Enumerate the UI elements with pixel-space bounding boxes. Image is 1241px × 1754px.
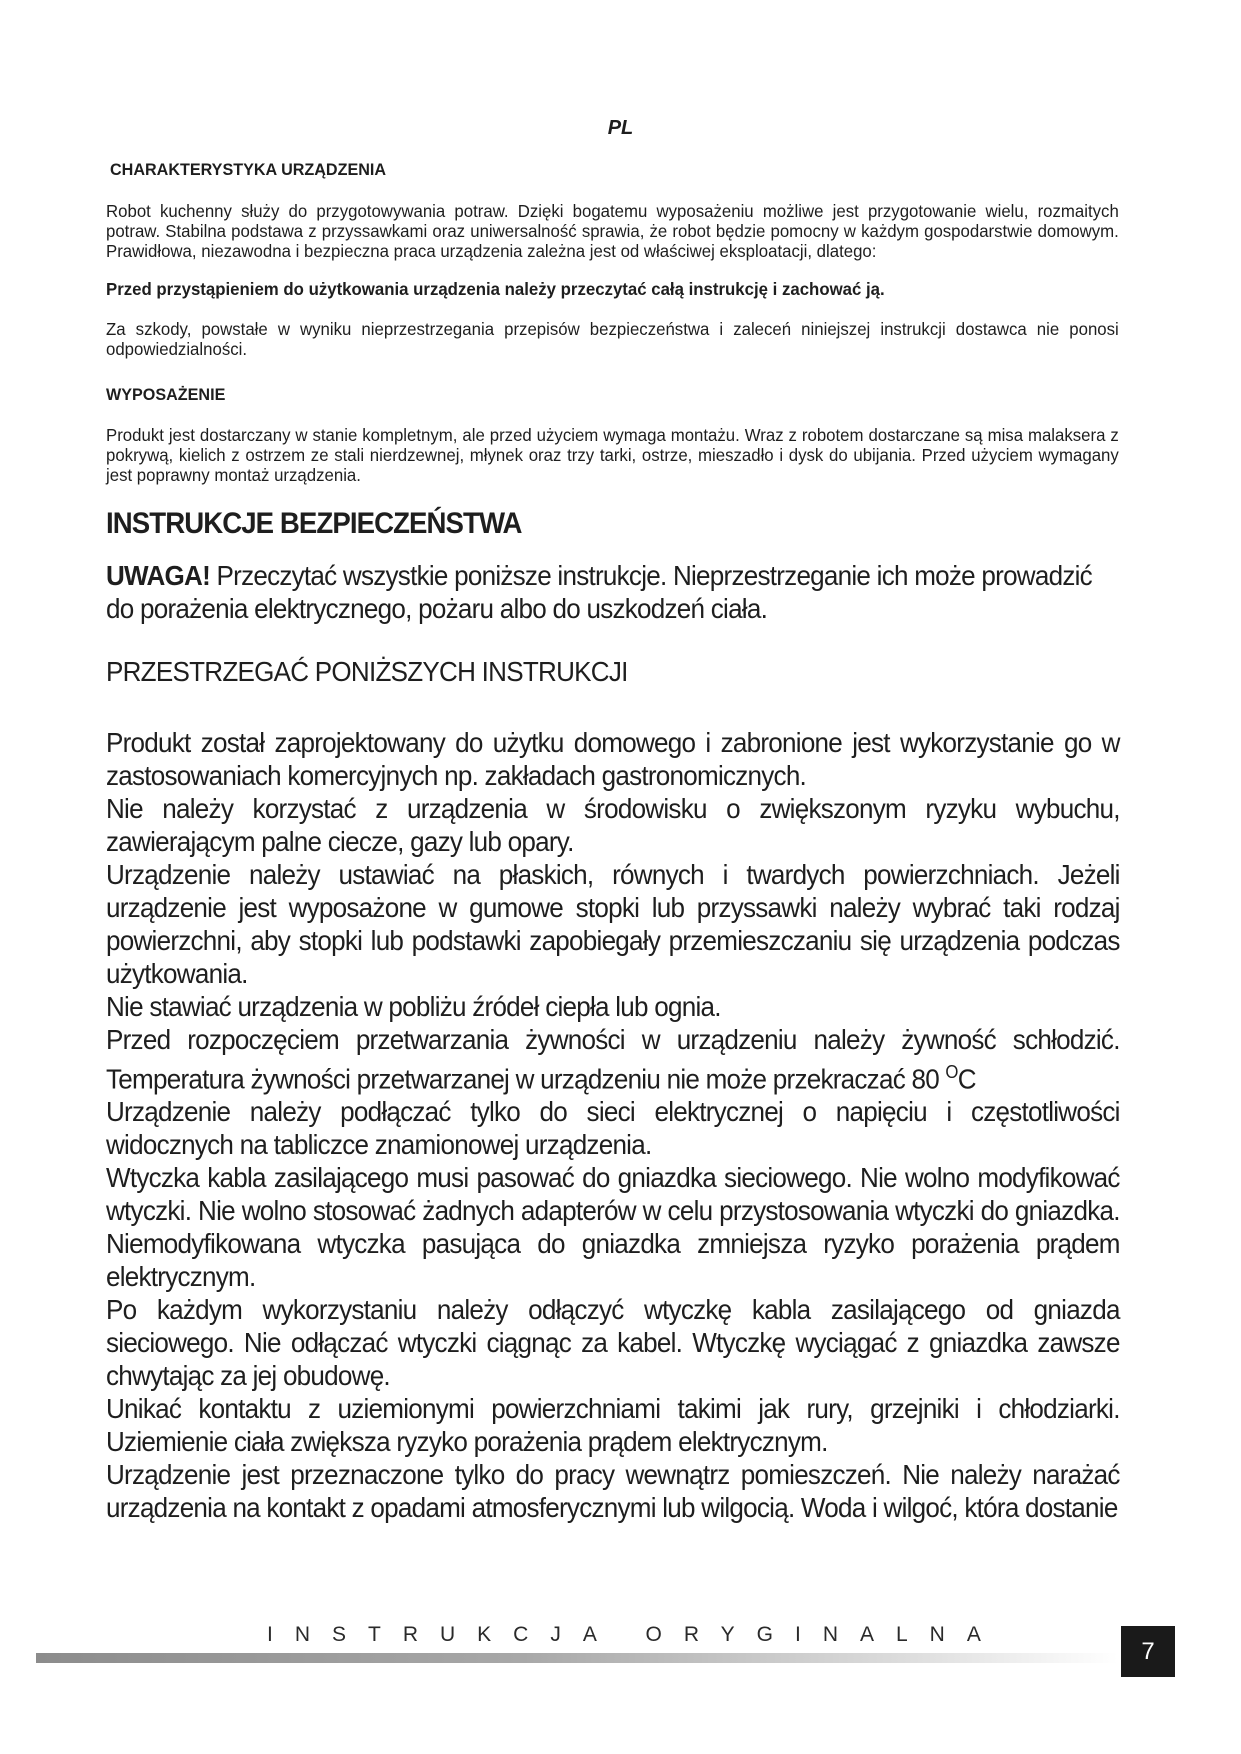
page-content [106,160,1129,1524]
safety-item-temperature [106,1023,1120,1095]
safety-subtitle: PRZESTRZEGAĆ PONIŻSZYCH INSTRUKCJI [106,656,628,687]
safety-item: Urządzenie należy podłączać tylko do sieci elektrycznej o napięciu i częstotliwości widocznych na tabliczce znamionowej urządzenia. [106,1096,1120,1161]
section-title-characteristics: CHARAKTERYSTYKA URZĄDZENIA [110,160,387,179]
liability-paragraph: Za szkody, powstałe w wyniku nieprzestrzegania przepisów bezpieczeństwa i zaleceń niniejszej instrukcji dostawca nie ponosi odpowiedzialności. [106,319,1119,359]
safety-items [106,726,1129,1524]
warning-label: UWAGA! [106,560,211,591]
equipment-paragraph: Produkt jest dostarczany w stanie kompletnym, ale przed użyciem wymaga montażu. Wraz z robotem dostarczane są misa malaksera z pokrywą, kielich z ostrzem ze stali nierdzewnej, młynek oraz trzy tarki, ostrze, mieszadło i dysk do ubijania. Przed użyciem wymagany jest poprawny montaż urządzenia. [106,425,1119,485]
safety-item: Urządzenie jest przeznaczone tylko do pracy wewnątrz pomieszczeń. Nie należy narażać urządzenia na kontakt z opadami atmosferycznymi lub wilgocią. Woda i wilgoć, która dostanie [106,1459,1120,1524]
safety-item: Unikać kontaktu z uziemionymi powierzchniami takimi jak rury, grzejniki i chłodziarki. Uziemienie ciała zwiększa ryzyko porażenia prądem elektrycznym. [106,1393,1120,1458]
safety-item: Produkt został zaprojektowany do użytku domowego i zabronione jest wykorzystanie go w zastosowaniach komercyjnych np. zakładach gastronomicznych. [106,727,1120,791]
safety-item: Po każdym wykorzystaniu należy odłączyć wtyczkę kabla zasilającego od gniazda sieciowego. Nie odłączać wtyczki ciągnąc za kabel. Wtyczkę wyciągać z gniazdka zawsze chwytając za jej obudowę. [106,1294,1120,1392]
safety-item: Nie należy korzystać z urządzenia w środowisku o zwiększonym ryzyku wybuchu, zawierającym palne ciecze, gazy lub opary. [106,793,1120,857]
language-code: PL [607,117,634,139]
characteristics-paragraph: Robot kuchenny służy do przygotowywania potraw. Dzięki bogatemu wyposażeniu możliwe jest przygotowanie wielu, rozmaitych potraw. Stabilna podstawa z przyssawkami oraz uniwersalność sprawia, że robot będzie pomocny w każdym gospodarstwie domowym. Prawidłowa, niezawodna i bezpieczna praca urządzenia zależna jest od właściwej eksploatacji, dlatego: [106,201,1119,261]
warning-text: Przeczytać wszystkie poniższe instrukcje. Nieprzestrzeganie ich może prowadzić do porażenia elektrycznego, pożaru albo do uszkodzeń ciała. [106,560,1092,624]
temperature-text: Przed rozpoczęciem przetwarzania żywności w urządzeniu należy żywność schłodzić. Temperatura żywności przetwarzanej w urządzeniu nie może przekraczać 80 [106,1024,1120,1095]
safety-item: Urządzenie należy ustawiać na płaskich, równych i twardych powierzchniach. Jeżeli urządzenie jest wyposażone w gumowe stopki lub przyssawki należy wybrać taki rodzaj powierzchni, aby stopki lub podstawki zapobiegały przemieszczaniu się urządzenia podczas użytkowania. [106,859,1120,989]
safety-title: INSTRUKCJE BEZPIECZEŃSTWA [106,507,522,540]
page-number: 7 [1121,1626,1175,1677]
footer-label: INSTRUKCJA ORYGINALNA [267,1623,1003,1646]
safety-item: Nie stawiać urządzenia w pobliżu źródeł ciepła lub ognia. [106,991,721,1022]
warning-paragraph [106,559,1120,625]
section-title-equipment: WYPOSAŻENIE [106,385,226,404]
read-instructions-note: Przed przystąpieniem do użytkowania urządzenia należy przeczytać całą instrukcję i zachować ją. [106,279,885,299]
degree-symbol: O [945,1062,958,1082]
footer-gradient-bar [36,1653,1118,1663]
temperature-unit: C [957,1063,976,1095]
safety-item: Wtyczka kabla zasilającego musi pasować do gniazdka sieciowego. Nie wolno modyfikować wtyczki. Nie wolno stosować żadnych adapterów w celu przystosowania wtyczki do gniazdka. Niemodyfikowana wtyczka pasująca do gniazdka zmniejsza ryzyko porażenia prądem elektrycznym. [106,1162,1120,1293]
